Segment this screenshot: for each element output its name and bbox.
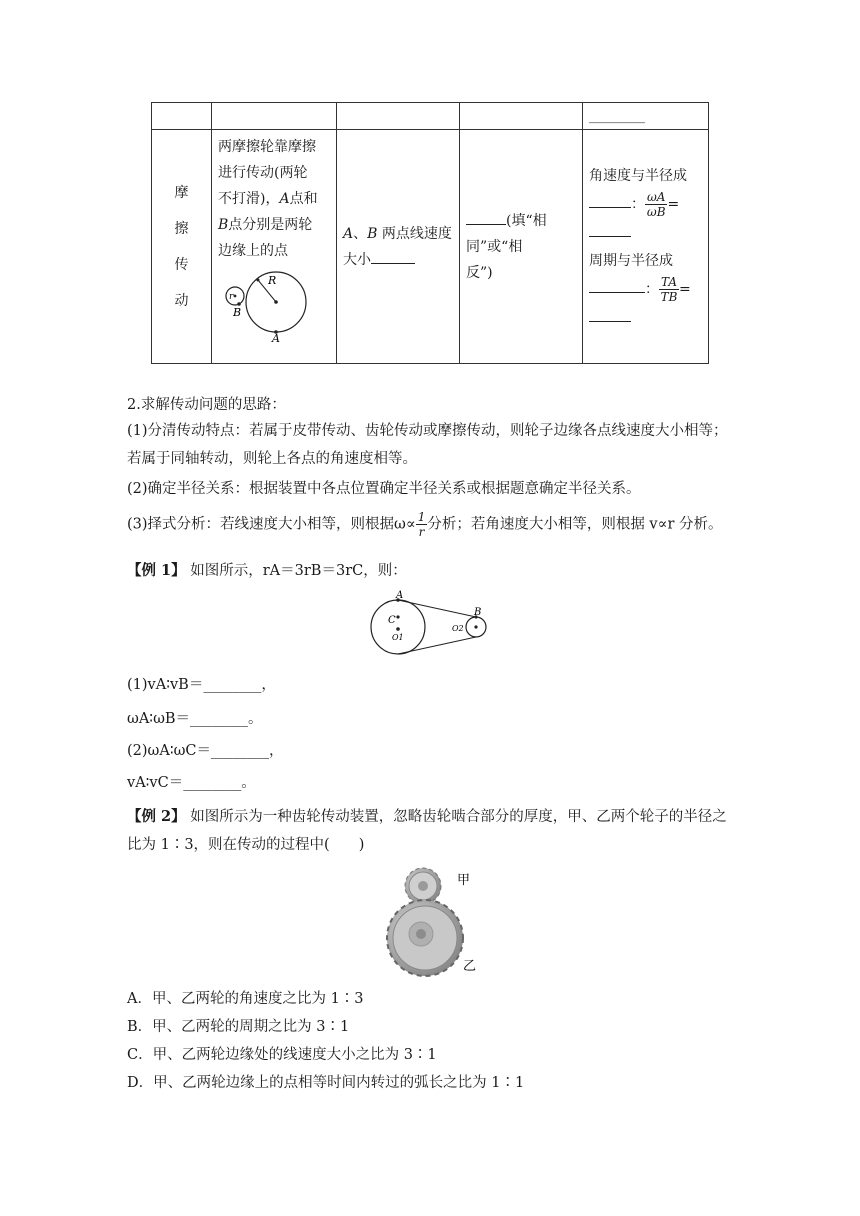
section2-p3: (3)择式分析：若线速度大小相等，则根据ω∝ $\frac{1}{r}$ 分析；若角速度大小相等，则根据 v∝r 分析。	[127, 510, 723, 539]
gear-label-small: 甲	[457, 873, 471, 888]
example1-q1a: (1)vA∶vB＝________，	[127, 677, 276, 693]
example2-tag: 【例 2】	[127, 808, 186, 825]
direction-blank	[466, 208, 506, 225]
relation-cell: 角速度与半径成 ： $\frac{\omega A}{\omega B}$ = 周期与半径成 ： $\frac{TA}{TB}$ =	[583, 130, 709, 364]
label-A: A	[396, 590, 404, 601]
example1-q2b: vA∶vC＝________。	[127, 775, 256, 791]
section2-p1b: 若属于同轴转动，则轮上各点的角速度相等。	[127, 451, 417, 467]
example2-stem-line2: 比为 1∶3，则在传动的过程中( )	[127, 837, 365, 853]
speed-cell: A、B 两点线速度 大小	[337, 130, 460, 364]
belt-pulley-figure	[370, 590, 500, 660]
label-r: r	[229, 292, 234, 302]
table-row-friction	[152, 130, 709, 364]
label-B: B	[474, 607, 482, 618]
option-b[interactable]: B．甲、乙两轮的周期之比为 3∶1	[127, 1019, 350, 1035]
row-label-cell: 摩 擦 传 动	[152, 130, 212, 364]
example1-q1b: ωA∶ωB＝________。	[127, 711, 263, 727]
small-gear-icon	[405, 868, 441, 904]
example1-q2a: (2)ωA∶ωC＝________，	[127, 743, 284, 759]
gear-figure	[385, 860, 495, 980]
label-R: R	[268, 274, 277, 287]
label-O1: O1	[392, 633, 404, 642]
table-row-top	[152, 103, 709, 130]
transmission-table	[151, 102, 709, 364]
option-a[interactable]: A．甲、乙两轮的角速度之比为 1∶3	[127, 991, 364, 1007]
direction-cell: (填“相 同”或“相 反”)	[460, 130, 583, 364]
example1-stem: 【例 1】 如图所示，rA＝3rB＝3rC，则：	[127, 562, 407, 579]
option-c[interactable]: C．甲、乙两轮边缘处的线速度大小之比为 3∶1	[127, 1047, 437, 1063]
section2-heading: 2.求解传动问题的思路：	[127, 397, 286, 413]
top-blank: ________	[589, 108, 645, 124]
description-cell: 两摩擦轮靠摩擦 进行传动(两轮 不打滑)，A点和 B点分别是两轮 边缘上的点 R r B A	[212, 130, 337, 364]
friction-wheels-figure	[218, 266, 318, 342]
option-d[interactable]: D．甲、乙两轮边缘上的点相等时间内转过的弧长之比为 1∶1	[127, 1075, 525, 1091]
speed-blank	[371, 247, 415, 264]
example2-stem-line1: 【例 2】 如图所示为一种齿轮传动装置，忽略齿轮啮合部分的厚度，甲、乙两个轮子的半径之	[127, 808, 727, 825]
section2-p2: (2)确定半径关系：根据装置中各点位置确定半径关系或根据题意确定半径关系。	[127, 481, 641, 497]
label-A: A	[272, 332, 280, 342]
section2-p1: (1)分清传动特点：若属于皮带传动、齿轮传动或摩擦传动，则轮子边缘各点线速度大小相等；	[127, 423, 728, 439]
label-C: C	[388, 615, 396, 626]
label-O2: O2	[452, 624, 464, 633]
label-B: B	[233, 306, 242, 319]
example1-tag: 【例 1】	[127, 562, 186, 579]
large-gear-icon	[387, 900, 463, 976]
gear-label-large: 乙	[463, 959, 477, 974]
